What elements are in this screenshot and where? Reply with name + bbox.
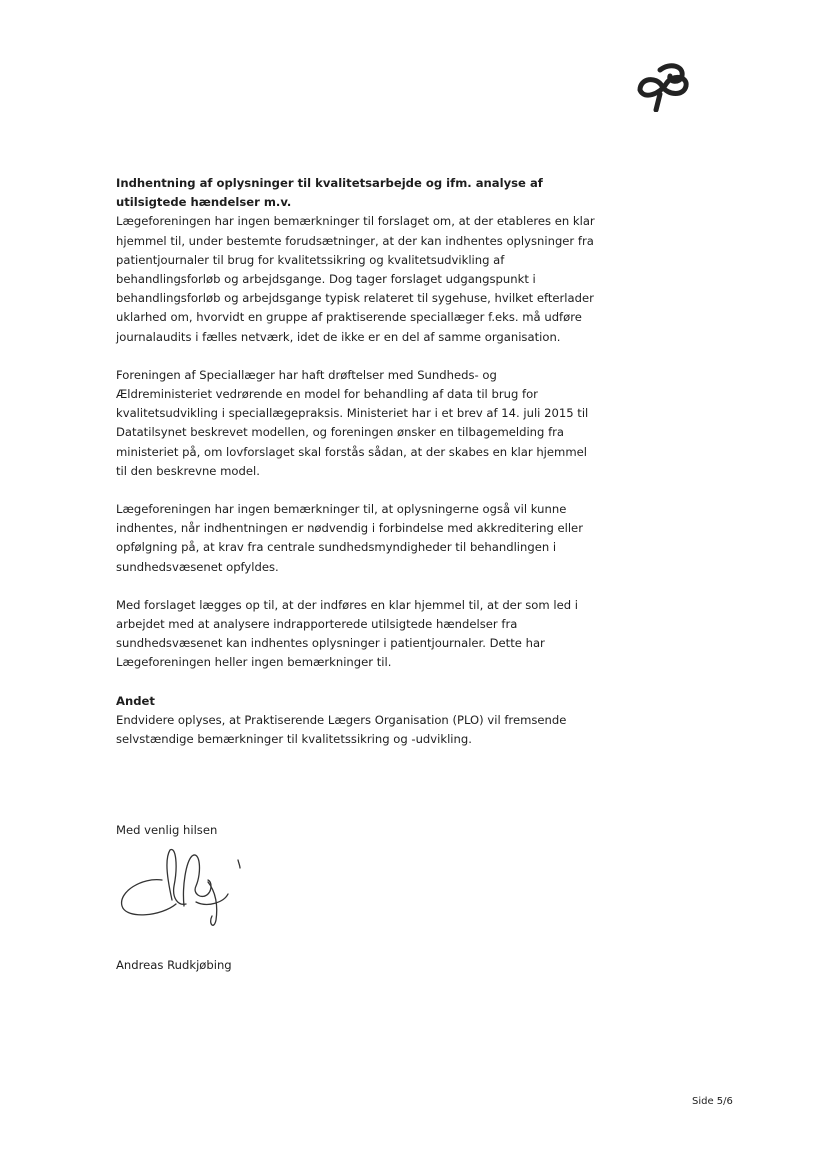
paragraph: Lægeforeningen har ingen bemærkninger til, at oplysningerne også vil kunne indhentes, når indhentningen er nødvendig i forbindelse med akkreditering eller opfølgning på, at krav fra centrale sundhedsmyndigheder til behandlingen i sundhedsvæsenet opfyldes. xyxy=(116,502,583,574)
paragraph: Med forslaget lægges op til, at der indføres en klar hjemmel til, at der som led i arbejdet med at analysere indrapporterede utilsigtede hændelser fra sundhedsvæsenet kan indhentes oplysninger i patientjournaler. Dette har Lægeforeningen heller ingen bemærkninger til. xyxy=(116,597,579,670)
section-heading: Indhentning af oplysninger til kvalitetsarbejde og ifm. analyse af utilsigtede hændelser m.v. xyxy=(116,176,543,210)
snake-staff-icon xyxy=(630,60,694,112)
section-heading: Andet xyxy=(116,693,155,708)
signatory-name: Andreas Rudkjøbing xyxy=(116,958,232,972)
letter-body xyxy=(116,174,596,840)
paragraph: Endvidere oplyses, at Praktiserende Lægers Organisation (PLO) vil fremsende selvstændige bemærkninger til kvalitetssikring og -udvikling. xyxy=(116,712,567,747)
closing-greeting: Med venlig hilsen xyxy=(116,823,218,838)
paragraph: Lægeforeningen har ingen bemærkninger til forslaget om, at der etableres en klar hjemmel til, under bestemte forudsætninger, at der kan indhentes oplysninger fra patientjournaler til brug for kvalitetssikring og kvalitetsudvikling af behandlingsforløb og arbejdsgange. Dog tager forslaget udgangspunkt i behandlingsforløb og arbejdsgange typisk relateret til sygehuse, hvilket efterlader uklarhed om, hvorvidt en gruppe af praktiserende speciallæger f.eks. må udføre journalaudits i fælles netværk, idet de ikke er en del af samme organisation. xyxy=(116,214,595,344)
paragraph: Foreningen af Speciallæger har haft drøftelser med Sundheds- og Ældreministeriet vedrørende en model for behandling af data til brug for kvalitetsudvikling i speciallægepraksis. Ministeriet har i et brev af 14. juli 2015 til Datatilsynet beskrevet modellen, og foreningen ønsker en tilbagemelding fra ministeriet på, om lovforslaget skal forstås sådan, at der skabes en klar hjemmel til den beskrevne model. xyxy=(116,367,589,478)
handwritten-signature-icon xyxy=(112,842,272,937)
page-number: Side 5/6 xyxy=(692,1096,733,1107)
